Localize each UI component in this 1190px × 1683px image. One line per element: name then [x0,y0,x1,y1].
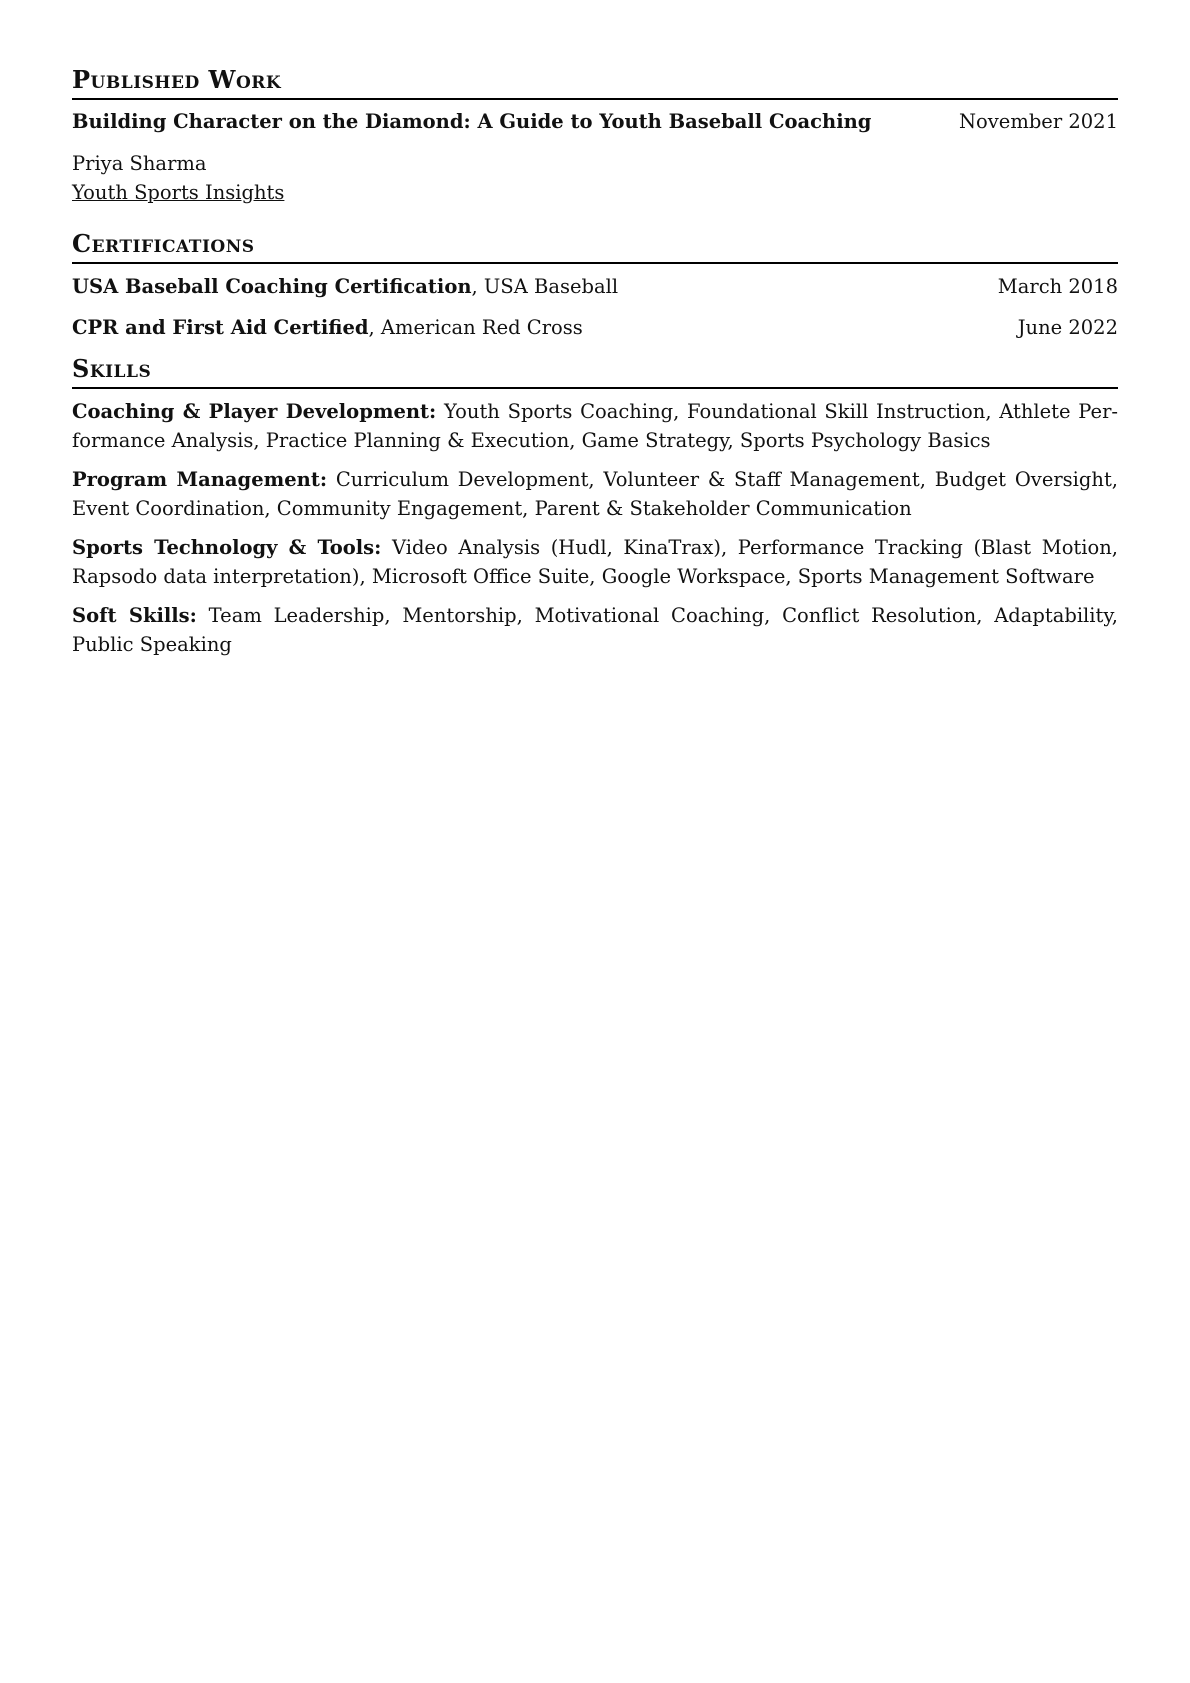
certification-date: June 2022 [1017,316,1118,339]
publication-header [72,108,1118,136]
certification-item [72,273,1118,301]
skill-group-label: Coaching & Player Development: [72,400,437,423]
certification-name: CPR and First Aid Certified [72,316,369,339]
certification-date: March 2018 [997,275,1118,298]
skill-group-label: Soft Skills: [72,604,197,627]
section-title-published-work: Published Work [72,66,1118,100]
certification-text [72,314,583,342]
certifications-section [72,230,1118,342]
certification-issuer: , USA Baseball [471,275,619,298]
certification-text [72,273,618,301]
skill-group-text: Curriculum Development, Volunteer & Staff Management, Budget Oversight, Event Coordination, Community Engagement, Parent & Stakeholder Communication [72,468,1118,520]
skill-group [72,533,1118,591]
publication-title: Building Character on the Diamond: A Guide to Youth Baseball Coaching [72,110,872,133]
skill-group-text: Youth Sports Coaching, Foundational Skill Instruction, Athlete Performance Analysis, Practice Planning & Execution, Game Strategy, Sports Psychology Basics [72,400,1118,452]
skill-group [72,465,1118,523]
publisher-link-text[interactable]: Youth Sports Insights [72,181,285,204]
skill-group-text: Team Leadership, Mentorship, Motivational Coaching, Conflict Resolution, Adaptability, Public Speaking [72,604,1118,656]
publication-publisher-link[interactable] [72,178,1118,207]
certification-item [72,314,1118,342]
skill-group [72,397,1118,455]
certification-name: USA Baseball Coaching Certification [72,275,472,298]
publication-entry [72,108,1118,207]
published-work-section [72,66,1118,207]
publication-date: November 2021 [958,110,1118,133]
skill-group-text: Video Analysis (Hudl, KinaTrax), Performance Tracking (Blast Motion, Rapsodo data interpretation), Microsoft Office Suite, Google Workspace, Sports Management Software [72,536,1118,588]
section-title-skills: Skills [72,355,1118,389]
skill-group [72,601,1118,659]
publication-author: Priya Sharma [72,152,207,175]
skills-section [72,355,1118,659]
skill-group-label: Program Management: [72,468,328,491]
certification-issuer: , American Red Cross [368,316,583,339]
section-title-certifications: Certifications [72,230,1118,264]
skill-group-label: Sports Technology & Tools: [72,536,382,559]
